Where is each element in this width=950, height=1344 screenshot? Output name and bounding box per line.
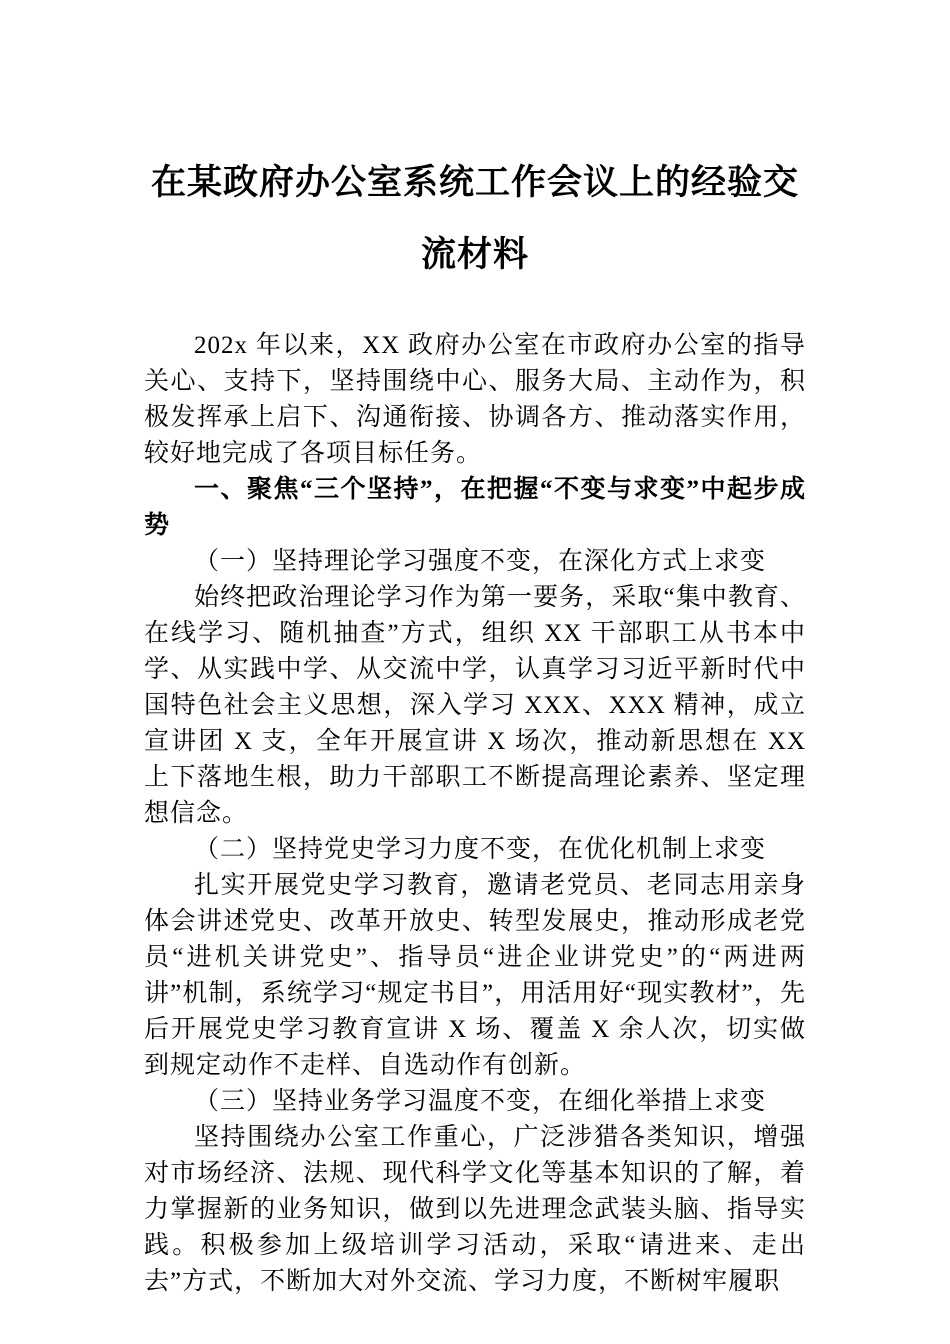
paragraph-business-study: 坚持围绕办公室工作重心，广泛涉猎各类知识，增强对市场经济、法规、现代科学文化等基本知识的了解，着力掌握新的业务知识，做到以先进理念武装头脑、指导实践。积极参加上级培训学习活动，采取“请进来、走出去”方式，不断加大对外交流、学习力度，不断树牢履职 [144,1124,806,1295]
section-heading-one: 一、聚焦“三个坚持”，在把握“不变与求变”中起步成势 [144,476,806,539]
subsection-heading-1: （一）坚持理论学习强度不变，在深化方式上求变 [194,548,767,575]
paragraph-party-history-study: 扎实开展党史学习教育，邀请老党员、老同志用亲身体会讲述党史、改革开放史、转型发展史，推动形成老党员“进机关讲党史”、指导员“进企业讲党史”的“两进两讲”机制，系统学习“规定书目”，用活用好“现实教材”，先后开展党史学习教育宣讲 X 场、覆盖 X 余人次，切实做到规定动作不走样、自选动作有创新。 [144,872,806,1079]
subsection-heading-2: （二）坚持党史学习力度不变，在优化机制上求变 [194,836,767,863]
document-title: 在某政府办公室系统工作会议上的经验交流材料 [150,163,799,274]
subsection-heading-3: （三）坚持业务学习温度不变，在细化举措上求变 [194,1088,767,1115]
paragraph-intro: 202x 年以来，XX 政府办公室在市政府办公室的指导关心、支持下，坚持围绕中心、服务大局、主动作为，积极发挥承上启下、沟通衔接、协调各方、推动落实作用，较好地完成了各项目标任务。 [144,332,806,467]
paragraph-theory-study: 始终把政治理论学习作为第一要务，采取“集中教育、在线学习、随机抽查”方式，组织 XX 干部职工从书本中学、从实践中学、从交流中学，认真学习习近平新时代中国特色社会主义思想，深入学习 XXX、XXX 精神，成立宣讲团 X 支，全年开展宣讲 X 场次，推动新思想在 XX 上下落地生根，助力干部职工不断提高理论素养、坚定理想信念。 [144,584,806,827]
